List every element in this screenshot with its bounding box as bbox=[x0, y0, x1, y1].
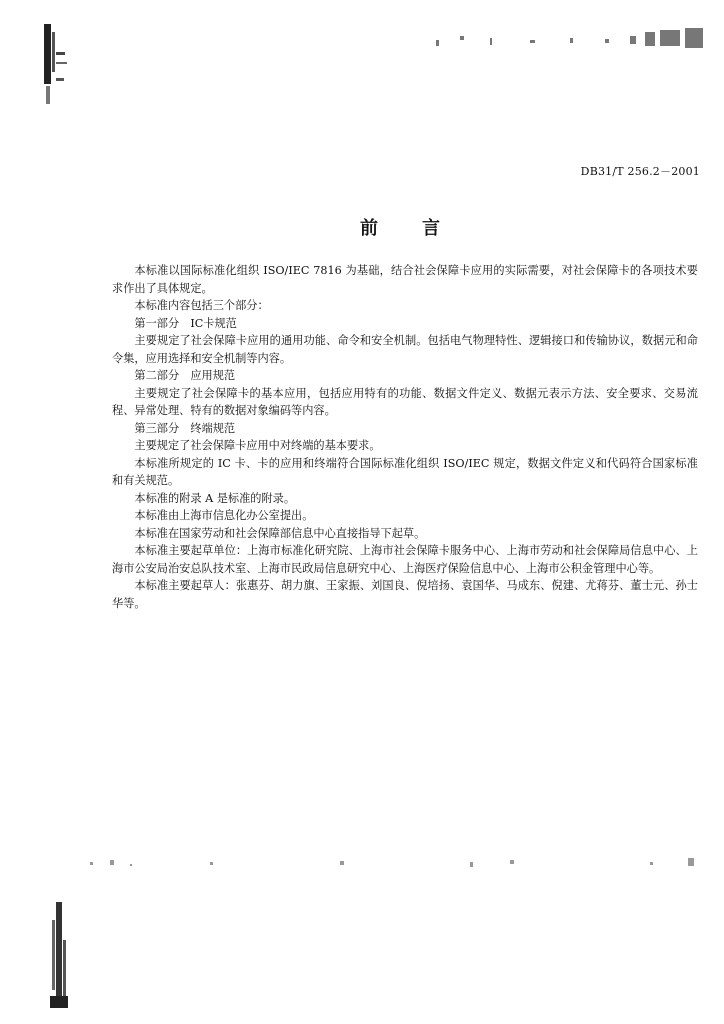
part-three-description: 主要规定了社会保障卡应用中对终端的基本要求。 bbox=[134, 439, 381, 452]
part-one-heading: 第一部分 IC卡规范 bbox=[134, 316, 237, 330]
standard-code: DB31/T 256.2－2001 bbox=[580, 165, 700, 178]
part-one-description: 主要规定了社会保障卡应用的通用功能、命令和安全机制。包括电气物理特性、逻辑接口和传输协议，数据元和命令集，应用选择和安全机制等内容。 bbox=[112, 334, 698, 365]
paragraph-drafting-units: 本标准主要起草单位：上海市标准化研究院、上海市社会保障卡服务中心、上海市劳动和社会保障局信息中心、上海市公安局治安总队技术室、上海市民政局信息研究中心、上海医疗保险信息中心、上海市公积金管理中心等。 bbox=[112, 544, 698, 575]
paragraph-contents: 本标准内容包括三个部分： bbox=[134, 299, 269, 312]
part-two-heading: 第二部分 应用规范 bbox=[134, 369, 236, 382]
part-two-description: 主要规定了社会保障卡的基本应用，包括应用特有的功能、数据文件定义、数据元表示方法、安全要求、交易流程、异常处理、特有的数据对象编码等内容。 bbox=[112, 386, 698, 417]
scan-binding-mark-bottom bbox=[48, 900, 72, 1010]
scan-noise-top bbox=[430, 24, 710, 54]
part-three-heading: 第三部分 终端规范 bbox=[134, 421, 236, 435]
paragraph-drafters: 本标准主要起草人：张惠芬、胡力旗、王家振、刘国良、倪培扬、袁国华、马成东、倪建、尤蒋芬、董士元、孙士华等。 bbox=[112, 579, 698, 610]
paragraph-intro: 本标准以国际标准化组织 ISO/IEC 7816 为基础，结合社会保障卡应用的实际需要，对社会保障卡的各项技术要求作出了具体规定。 bbox=[112, 264, 698, 295]
paragraph-appendix: 本标准的附录 A 是标准的附录。 bbox=[134, 491, 296, 505]
paragraph-compliance: 本标准所规定的 IC 卡、卡的应用和终端符合国际标准化组织 ISO/IEC 规定，数据文件定义和代码符合国家标准和有关规范。 bbox=[112, 456, 698, 487]
paragraph-guidance: 本标准在国家劳动和社会保障部信息中心直接指导下起草。 bbox=[134, 526, 426, 540]
foreword-body bbox=[112, 262, 698, 612]
paragraph-proposer: 本标准由上海市信息化办公室提出。 bbox=[134, 509, 314, 522]
scan-binding-mark-top bbox=[40, 22, 70, 108]
scan-noise-mid bbox=[90, 852, 700, 874]
page-title: 前言 bbox=[360, 218, 484, 239]
